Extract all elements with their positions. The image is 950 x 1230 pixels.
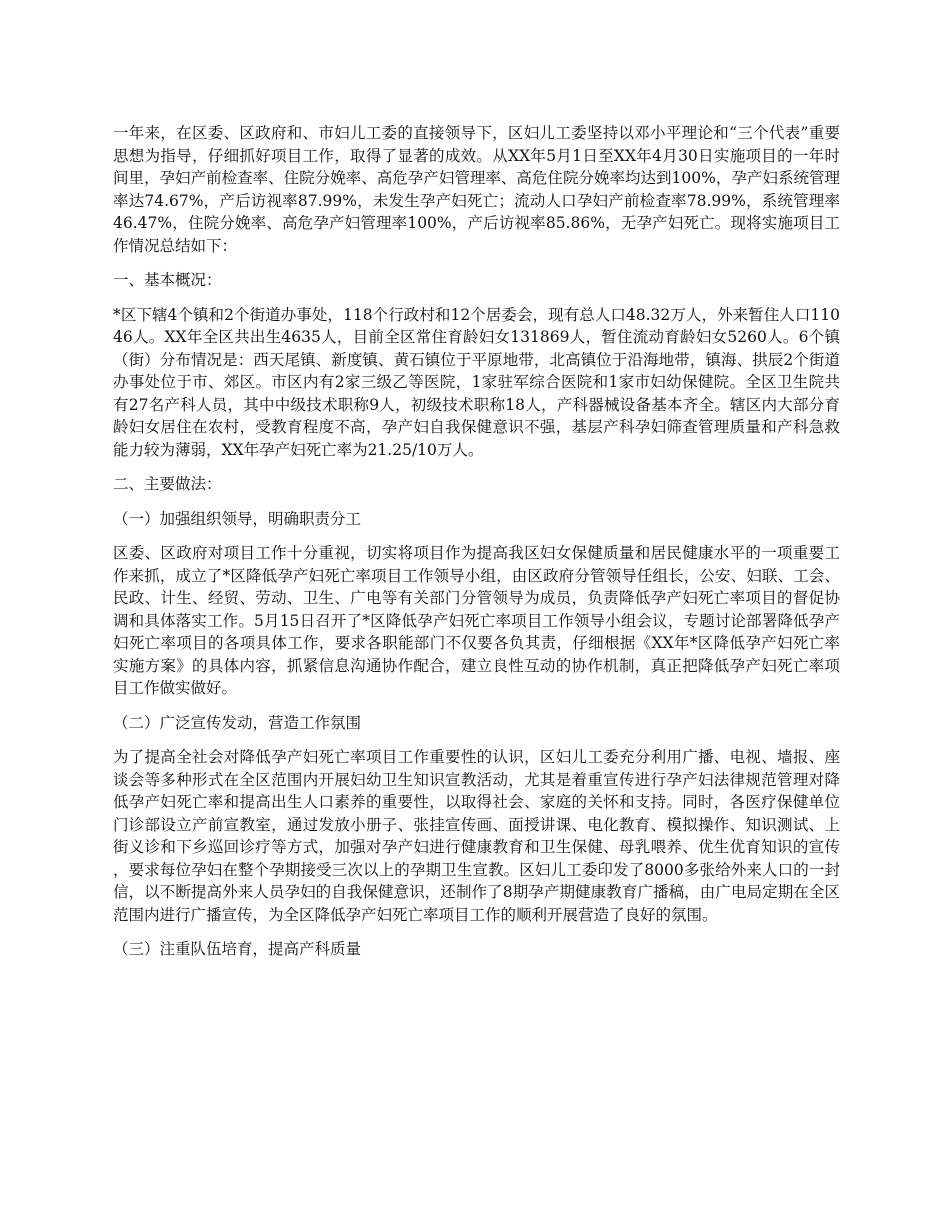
paragraph-publicity: 为了提高全社会对降低孕产妇死亡率项目工作重要性的认识，区妇儿工委充分利用广播、电视、墙报、座谈会等多种形式在全区范围内开展妇幼卫生知识宣教活动，尤其是着重宣传进行孕产妇法律规范管理对降低孕产妇死亡率和提高出生人口素养的重要性，以取得社会、家庭的关怀和支持。同时，各医疗保健单位门诊部设立产前宣教室，通过发放小册子、张挂宣传画、面授讲课、电化教育、模拟操作、知识测试、上街义诊和下乡巡回诊疗等方式，加强对孕产妇进行健康教育和卫生保健、母乳喂养、优生优育知识的宣传，要求每位孕妇在整个孕期接受三次以上的孕期卫生宣教。区妇儿工委印发了8000多张给外来人口的一封信，以不断提高外来人员孕妇的自我保健意识，还制作了8期孕产期健康教育广播稿，由广电局定期在全区范围内进行广播宣传，为全区降低孕产妇死亡率项目工作的顺利开展营造了良好的氛围。 [113, 748, 840, 924]
paragraph-overview: *区下辖4个镇和2个街道办事处，118个行政村和12个居委会，现有总人口48.32万人，外来暂住人口11046人。XX年全区共出生4635人，目前全区常住育龄妇女131869人，暂住流动育龄妇女5260人。6个镇（街）分布情况是：西天尾镇、新度镇、黄石镇位于平原地带，北高镇位于沿海地带，镇海、拱辰2个街道办事处位于市、郊区。市区内有2家三级乙等医院，1家驻军综合医院和1家市妇幼保健院。全区卫生院共有27名产科人员，其中中级技术职称9人，初级技术职称18人，产科器械设备基本齐全。辖区内大部分育龄妇女居住在农村，受教育程度不高，孕产妇自我保健意识不强，基层产科孕妇筛查管理质量和产科急救能力较为薄弱，XX年孕产妇死亡率为21.25/10万人。 [113, 305, 840, 459]
paragraph-leadership: 区委、区政府对项目工作十分重视，切实将项目作为提高我区妇女保健质量和居民健康水平的一项重要工作来抓，成立了*区降低孕产妇死亡率项目工作领导小组，由区政府分管领导任组长，公安、妇联、工会、民政、计生、经贸、劳动、卫生、广电等有关部门分管领导为成员，负责降低孕产妇死亡率项目的督促协调和具体落实工作。5月15日召开了*区降低孕产妇死亡率项目工作领导小组会议，专题讨论部署降低孕产妇死亡率项目的各项具体工作，要求各职能部门不仅要各负其责，仔细根据《XX年*区降低孕产妇死亡率实施方案》的具体内容，抓紧信息沟通协作配合，建立良性互动的协作机制，真正把降低孕产妇死亡率项目工作做实做好。 [113, 544, 840, 697]
section-heading-methods: 二、主要做法： [113, 475, 222, 493]
subsection-heading-training: （三）注重队伍培育，提高产科质量 [113, 940, 362, 958]
section-heading-overview: 一、基本概况： [113, 271, 222, 289]
subsection-heading-publicity: （二）广泛宣传发动，营造工作氛围 [113, 713, 362, 732]
subsection-heading-leadership: （一）加强组织领导，明确职责分工 [113, 509, 362, 528]
paragraph-intro: 一年来，在区委、区政府和、市妇儿工委的直接领导下，区妇儿工委坚持以邓小平理论和“三个代表”重要思想为指导，仔细抓好项目工作，取得了显著的成效。从XX年5月1日至XX年4月30日实施项目的一年时间里，孕妇产前检查率、住院分娩率、高危孕产妇管理率、高危住院分娩率均达到100%，孕产妇系统管理率达74.67%，产后访视率87.99%，未发生孕产妇死亡；流动人口孕妇产前检查率78.99%，系统管理率46.47%，住院分娩率、高危孕产妇管理率100%，产后访视率85.86%，无孕产妇死亡。现将实施项目工作情况总结如下： [113, 124, 840, 255]
document-body [113, 122, 840, 973]
